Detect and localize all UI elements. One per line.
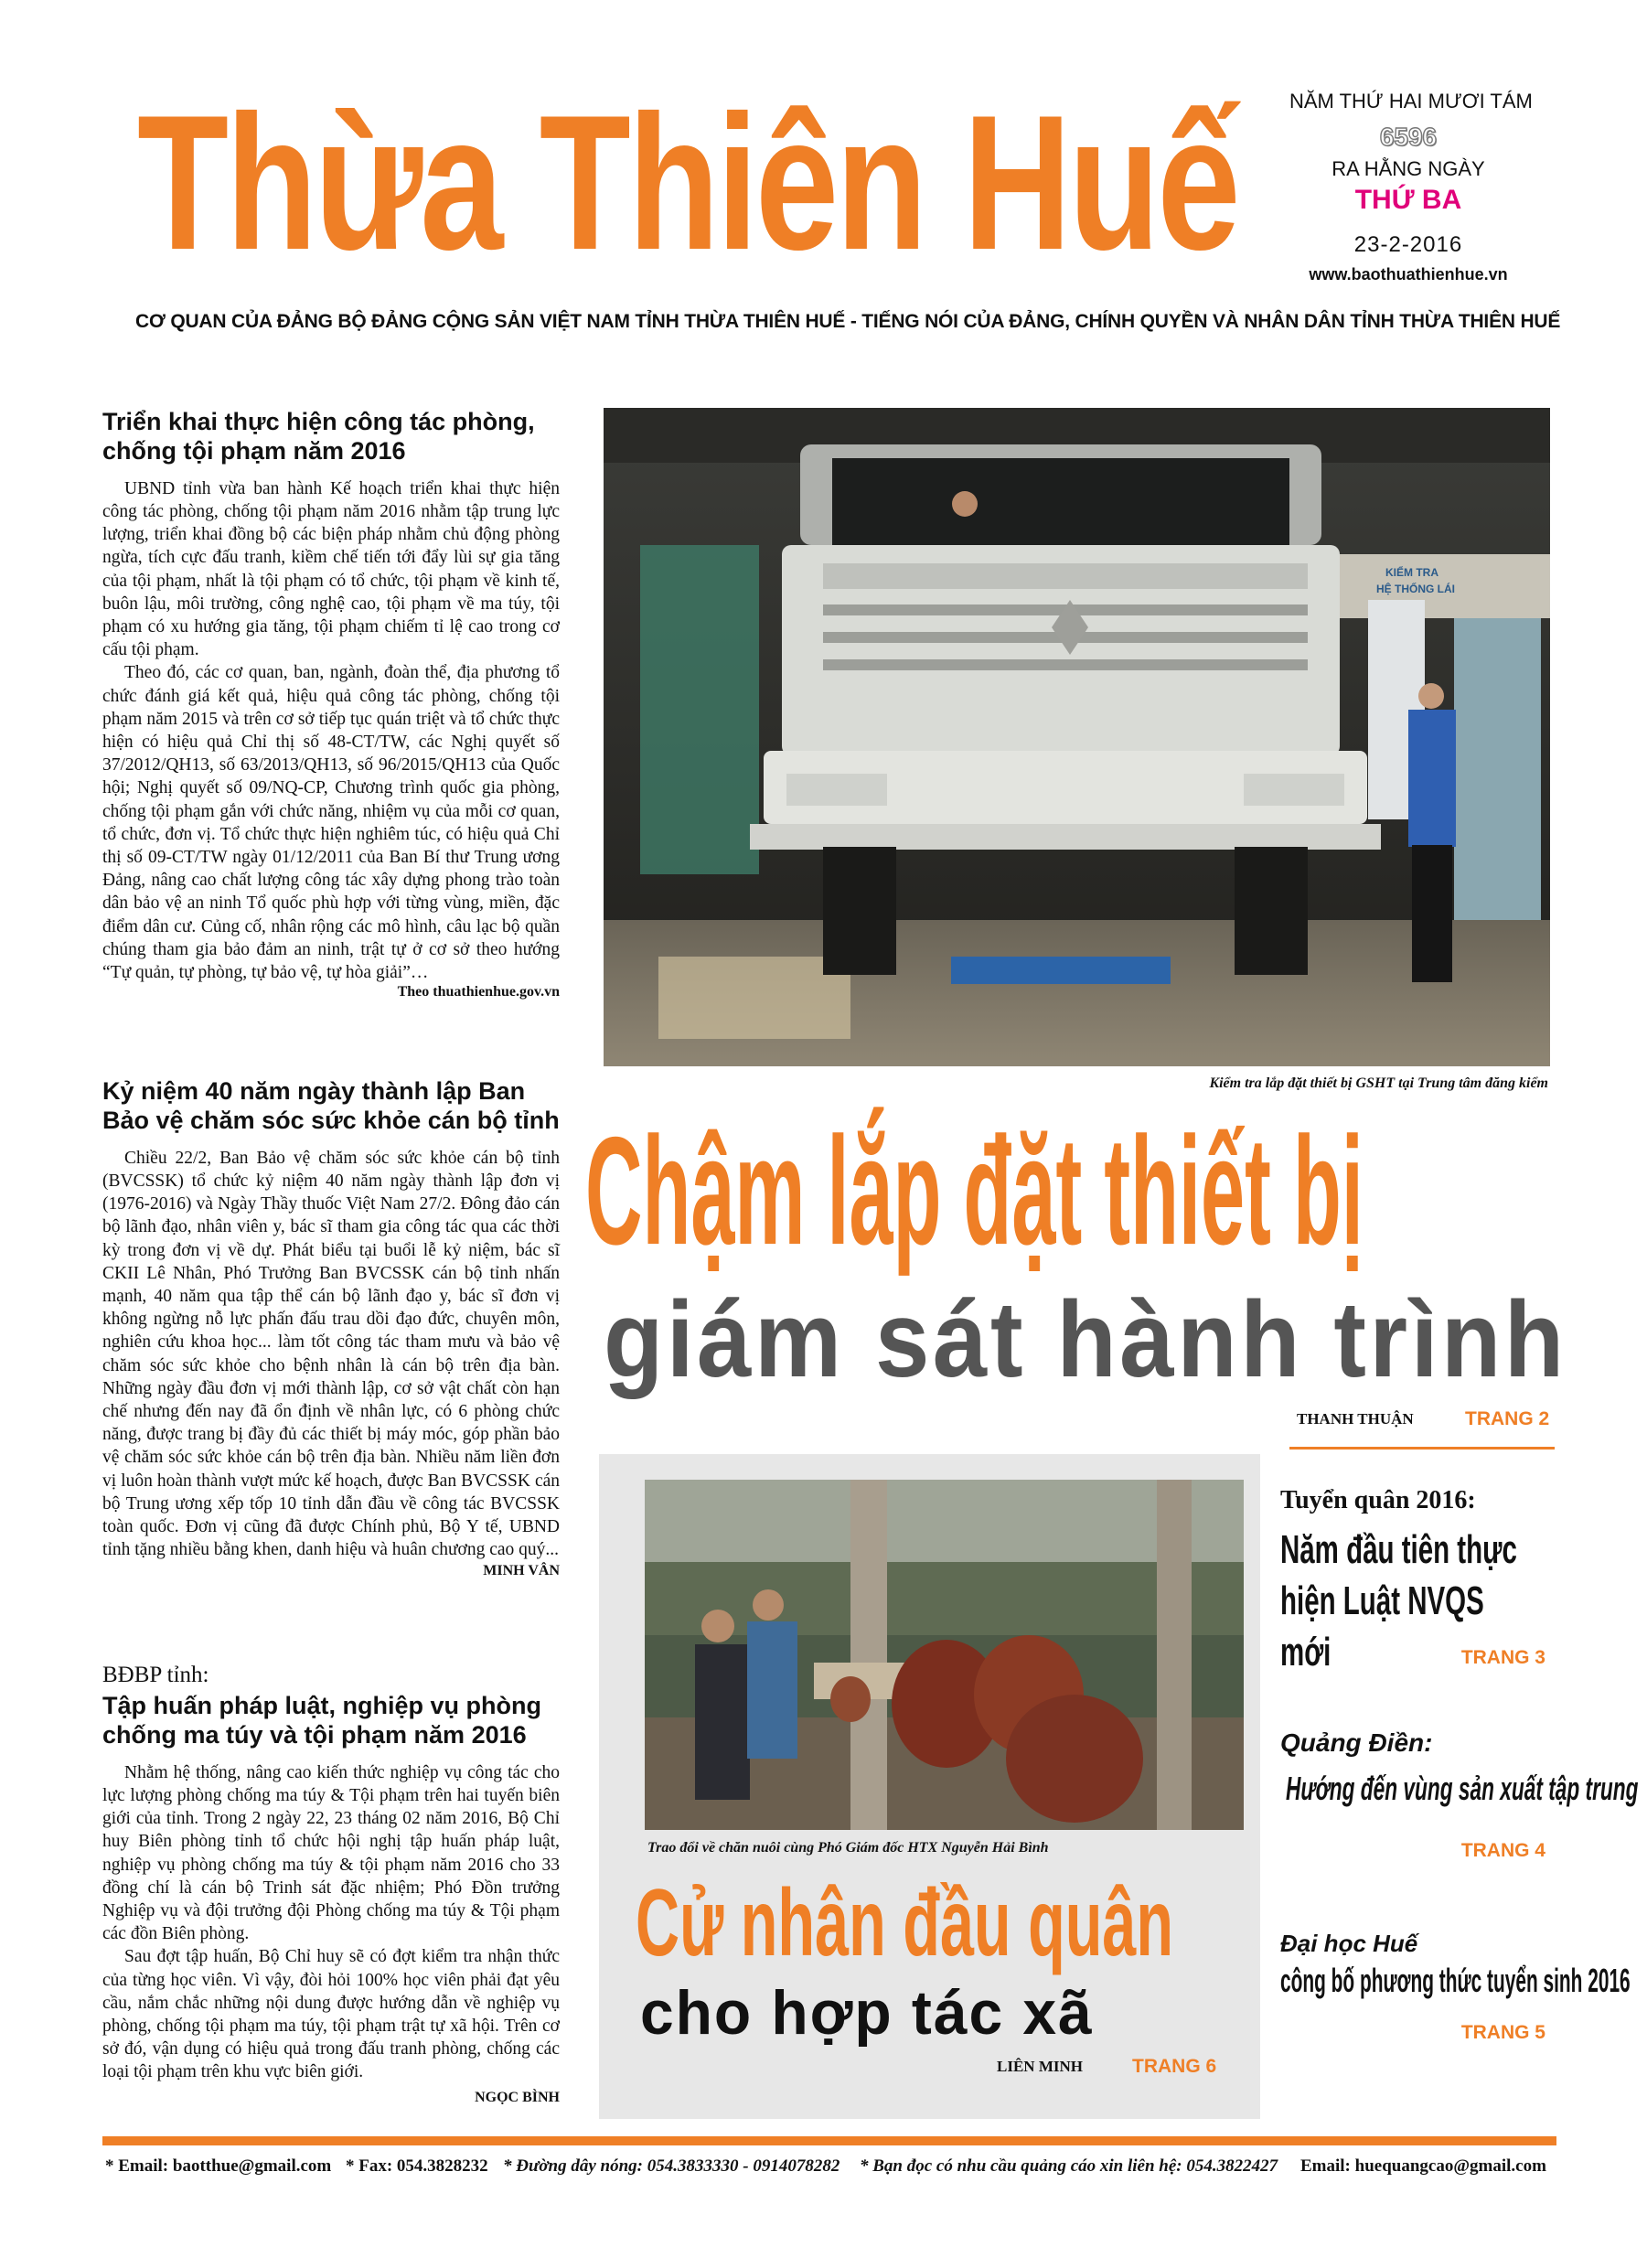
teaser-hue-university[interactable] <box>1280 1930 1631 2044</box>
teaser-military-service[interactable] <box>1280 1486 1555 1674</box>
teaser-title: Hướng đến vùng sản xuất tập trung <box>1286 1770 1639 1807</box>
cooperative-author: LIÊN MINH <box>997 2058 1083 2075</box>
issue-date: 23-2-2016 <box>1353 232 1463 257</box>
article-paragraph: Nhằm hệ thống, nâng cao kiến thức nghiệp vụ công tác cho lực lượng phòng chống ma túy & Tội phạm trên hai tuyến biên giới của tỉnh. Trong 2 ngày 22, 23 tháng 02 năm 2016, Bộ Chỉ huy Biên phòng tỉnh tổ chức hội nghị tập huấn pháp luật, nghiệp vụ phòng chống ma túy & tội phạm năm 2016 cho 33 đồng chí là cán bộ Trinh sát đặc nhiệm; Phó Đồn trưởng Nghiệp vụ và đội trưởng đội Phòng chống ma túy & Tội phạm các đồn Biên phòng. <box>102 1762 560 1944</box>
cooperative-subheadline: cho hợp tác xã <box>640 1978 1094 2048</box>
article-crime-prevention <box>102 408 560 1000</box>
teaser-page-reference: TRANG 4 <box>1460 1840 1545 1861</box>
article-paragraph: Theo đó, các cơ quan, ban, ngành, đoàn thể, địa phương tổ chức đánh giá kết quả, hiệu quả công tác phòng, chống tội phạm năm 2015 và trên cơ sở tiếp tục quán triệt và tổ chức thực hiện có hiệu quả Chỉ thị số 48-CT/TW, các Nghị quyết số 37/2012/QH13, số 63/2013/QH13, số 96/2015/QH13 của Quốc hội; Nghị quyết số 09/NQ-CP, Chương trình quốc gia phòng, chống tội phạm gắn với chức năng, nhiệm vụ của mỗi cơ quan, tổ chức, đơn vị. Tổ chức thực hiện nghiêm túc, có hiệu quả Chỉ thị số 09-CT/TW ngày 01/12/2011 của Ban Bí thư Trung ương Đảng, nâng cao chất lượng công tác xây dựng phong trào toàn dân bảo vệ an ninh Tổ quốc phù hợp với từng vùng, miền, đặc điểm dân cư. Củng cố, nhân rộng các mô hình, câu lạc bộ quần chúng tham gia bảo đảm an ninh, trật tự ở cơ sở theo hướng “Tự quản, tự phòng, tự bảo vệ, tự hòa giải”… <box>102 663 560 982</box>
article-paragraph: Sau đợt tập huấn, Bộ Chỉ huy sẽ có đợt kiểm tra nhận thức của từng học viên. Vì vậy, đòi hỏi 100% học viên phải đạt yêu cầu, nắm chắc những nội dung được hướng dẫn về nghiệp vụ phòng, chống tội phạm ma túy, tội phạm trật tự xã hội. Trên cơ sở đó, vận dụng có hiệu quả trong đấu tranh phòng, chống các loại tội phạm trên khu vực biên giới. <box>102 1947 560 2082</box>
cooperative-photo-caption: Trao đổi về chăn nuôi cùng Phó Giám đốc HTX Nguyễn Hải Bình <box>647 1840 1049 1856</box>
lead-subheadline: giám sát hành trình <box>604 1279 1567 1400</box>
lead-author: THANH THUẬN <box>1297 1410 1414 1428</box>
article-paragraph: UBND tỉnh vừa ban hành Kế hoạch triển khai thực hiện công tác phòng, chống tội phạm năm 2016 nhằm tập trung lực lượng, triển khai đồng bộ các biện pháp nhằm chủ động phòng ngừa, tích cực đấu tranh, kiềm chế tiến tới đẩy lùi sự gia tăng của tội phạm, nhất là tội phạm có tổ chức, tội phạm về kinh tế, buôn lậu, môi trường, công nghệ cao, tội phạm về ma túy, tội phạm có xu hướng gia tăng, tội phạm chiếm tỉ lệ cao trong cơ cấu tội phạm. <box>102 478 560 660</box>
article-health-care-anniversary <box>102 1077 560 1579</box>
footer-ads-contact: * Bạn đọc có nhu cầu quảng cáo xin liên hệ: 054.3822427 <box>860 2156 1278 2176</box>
article-kicker: BĐBP tỉnh: <box>102 1663 209 1687</box>
cooperative-headline: Cử nhân đầu quân <box>636 1870 1174 1976</box>
divider <box>1289 1447 1555 1450</box>
article-paragraph: Chiều 22/2, Ban Bảo vệ chăm sóc sức khỏe cán bộ tỉnh (BVCSSK) tổ chức kỷ niệm 40 năm ngày thành lập đơn vị (1976-2016) và Ngày Thầy thuốc Việt Nam 27/2. Đông đảo cán bộ lãnh đạo, nhân viên y, bác sĩ tham gia công tác qua các thời kỳ trong đơn vị về dự. Phát biểu tại buổi lễ kỷ niệm, bác sĩ CKII Lê Nhân, Phó Trưởng Ban BVCSSK cán bộ tỉnh nhấn mạnh, 40 năm qua tập thể cán bộ lãnh đạo y, bác sĩ đơn vị không ngừng nỗ lực phấn đấu trau dồi đạo đức, chuyên môn, nghiên cứu khoa học... làm tốt công tác tham mưu và bảo vệ chăm sóc sức khỏe cho bệnh nhân là cán bộ trên địa bàn. Những ngày đầu đơn vị mới thành lập, cơ sở vật chất còn hạn chế nhưng đến nay đã ổn định về nhân lực, có 6 phòng chức năng, được trang bị đầy đủ các thiết bị máy móc, góp phần bảo vệ chăm sóc sức khỏe cán bộ trên địa bàn. Nhiều năm liền đơn vị luôn hoàn thành vượt mức kế hoạch, được Ban BVCSSK cán bộ Trung ương xếp tốp 10 tỉnh dẫn đầu về công tác BVCSSK toàn quốc. Đơn vị cũng đã được Chính phủ, Bộ Y tế, UBND tỉnh tặng nhiều bằng khen, danh hiệu và huân chương cao quý... <box>102 1148 560 1560</box>
article-source: Theo thuathienhue.gov.vn <box>397 984 560 1000</box>
masthead-title: Thừa Thiên Huế <box>137 75 1238 290</box>
lead-page-reference[interactable]: TRANG 2 <box>1465 1408 1550 1429</box>
photo-sign-text: KIỂM TRA <box>1385 566 1438 579</box>
masthead-tagline: CƠ QUAN CỦA ĐẢNG BỘ ĐẢNG CỘNG SẢN VIỆT NAM TỈNH THỪA THIÊN HUẾ - TIẾNG NÓI CỦA ĐẢNG, CHÍNH QUYỀN VÀ NHÂN DÂN TỈNH THỪA THIÊN HUẾ <box>135 311 1561 332</box>
teaser-kicker: Tuyển quân 2016: <box>1280 1486 1476 1514</box>
lead-headline: Chậm lắp đặt thiết bị <box>585 1105 1364 1277</box>
weekday: THỨ BA <box>1354 185 1462 215</box>
teaser-page-reference: TRANG 3 <box>1460 1647 1545 1668</box>
article-author: NGỌC BÌNH <box>475 2089 560 2105</box>
cooperative-page-reference[interactable]: TRANG 6 <box>1132 2056 1217 2077</box>
article-title: Tập huấn pháp luật, nghiệp vụ phòng chống ma túy và tội phạm năm 2016 <box>102 1692 541 1749</box>
footer-email[interactable]: * Email: baotthue@gmail.com <box>105 2156 332 2176</box>
issue-number: 6596 <box>1379 123 1438 151</box>
article-title: Kỷ niệm 40 năm ngày thành lập Ban Bảo vệ chăm sóc sức khỏe cán bộ tỉnh <box>102 1077 560 1134</box>
year-line: NĂM THỨ HAI MƯƠI TÁM <box>1289 90 1533 112</box>
teaser-page-reference: TRANG 5 <box>1460 2022 1545 2043</box>
teaser-title: công bố phương thức tuyển sinh 2016 <box>1280 1962 1631 1999</box>
teaser-quang-dien[interactable] <box>1280 1728 1639 1862</box>
footer-hotline: * Đường dây nóng: 054.3833330 - 0914078282 <box>503 2156 840 2176</box>
cooperative-photo <box>645 1480 1244 1830</box>
photo-sign-text: HỆ THỐNG LÁI <box>1376 583 1455 595</box>
publish-frequency: RA HẰNG NGÀY <box>1332 157 1485 180</box>
teaser-title: Năm đầu tiên thực hiện Luật NVQS mới <box>1280 1527 1517 1674</box>
cattle-farm-image <box>645 1480 1244 1830</box>
footer-fax: * Fax: 054.3828232 <box>346 2156 488 2176</box>
footer-ads-email[interactable]: Email: huequangcao@gmail.com <box>1300 2156 1546 2176</box>
article-border-guard-training <box>102 1663 560 2106</box>
teaser-kicker: Đại học Huế <box>1280 1930 1418 1957</box>
teaser-kicker: Quảng Điền: <box>1280 1728 1433 1757</box>
footer-rule <box>102 2136 1556 2145</box>
article-author: MINH VÂN <box>483 1563 560 1579</box>
truck-inspection-image <box>604 408 1550 1066</box>
article-title: Triển khai thực hiện công tác phòng, chống tội phạm năm 2016 <box>102 408 535 465</box>
lead-photo-truck <box>604 408 1550 1066</box>
website-link[interactable]: www.baothuathienhue.vn <box>1309 265 1508 284</box>
lead-photo-caption: Kiểm tra lắp đặt thiết bị GSHT tại Trung tâm đăng kiểm <box>1209 1075 1548 1091</box>
